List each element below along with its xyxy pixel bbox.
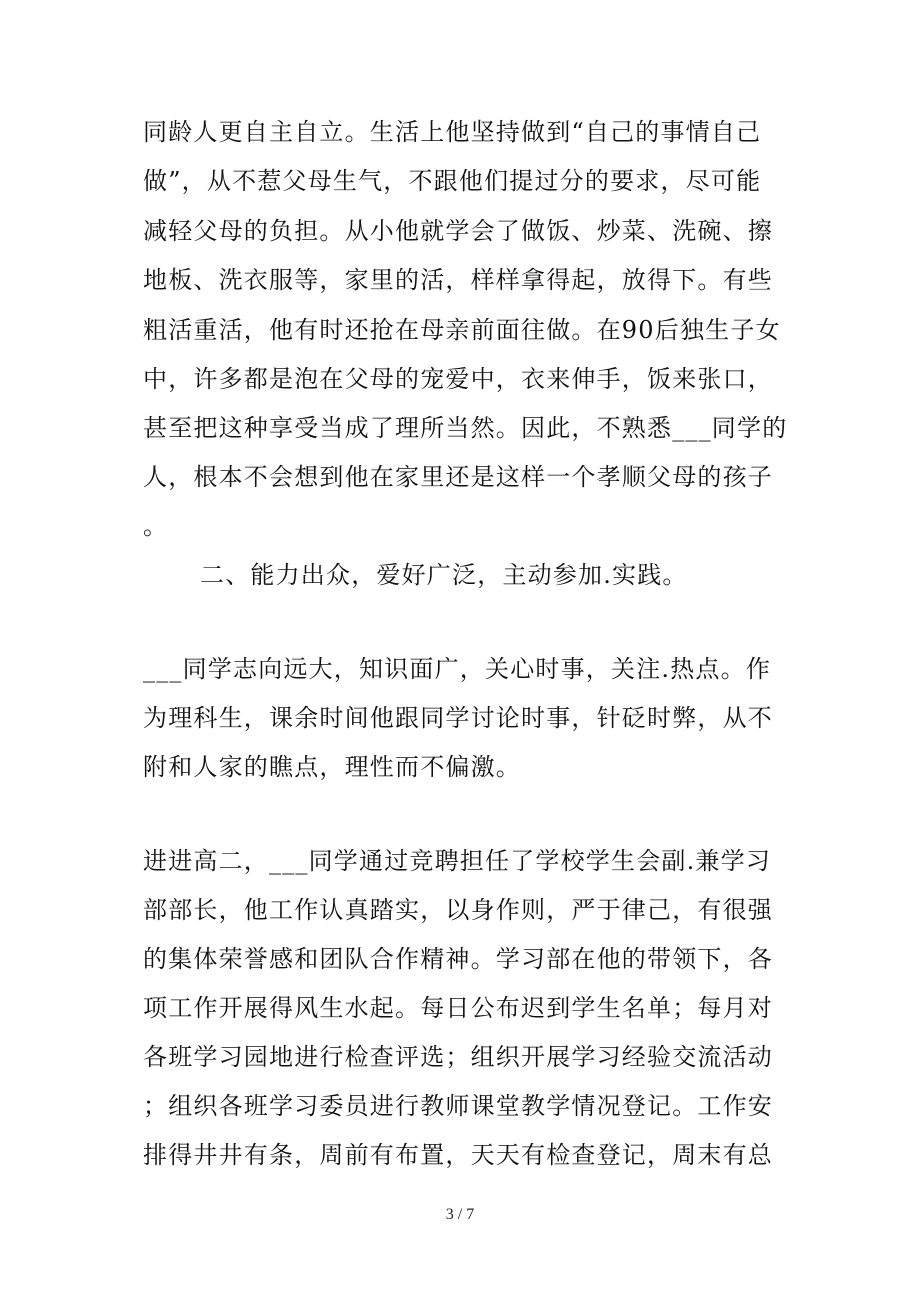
- text-line: 的集体荣誉感和团队合作精神。学习部在他的带领下，各: [143, 945, 773, 973]
- text-line: ___同学志向远大，知识面广，关心时事，关注.热点。作: [143, 655, 772, 683]
- text-line: 地板、洗衣服等，家里的活，样样拿得起，放得下。有些: [143, 266, 773, 294]
- text-line: 进进高二，___同学通过竞聘担任了学校学生会副.兼学习: [143, 847, 772, 875]
- text-line: 部部长，他工作认真踏实，以身作则，严于律己，有很强: [143, 896, 773, 924]
- text-line: 。: [143, 512, 169, 540]
- text-line: 排得井井有条，周前有布置，天天有检查登记，周末有总: [143, 1141, 773, 1169]
- text-line: 做”，从不惹父母生气，不跟他们提过分的要求，尽可能: [143, 167, 762, 195]
- section-heading: 二、能力出众，爱好广泛，主动参加.实践。: [200, 561, 688, 589]
- text-line: ；组织各班学习委员进行教师课堂教学情况登记。工作安: [143, 1092, 773, 1120]
- text-line: 人，根本不会想到他在家里还是这样一个孝顺父母的孩子: [143, 463, 773, 491]
- text-line: 甚至把这种享受当成了理所当然。因此，不熟悉___同学的: [143, 414, 788, 442]
- text-line: 减轻父母的负担。从小他就学会了做饭、炒菜、洗碗、擦: [143, 217, 773, 245]
- text-line: 同龄人更自主自立。生活上他坚持做到“自己的事情自己: [143, 118, 762, 146]
- text-line: 粗活重活，他有时还抢在母亲前面往做。在90后独生子女: [143, 316, 781, 344]
- text-line: 各班学习园地进行检查评选；组织开展学习经验交流活动: [143, 1043, 773, 1071]
- text-line: 为理科生，课余时间他跟同学讨论时事，针砭时弊，从不: [143, 704, 773, 732]
- text-line: 附和人家的瞧点，理性而不偏激。: [143, 753, 521, 781]
- text-line: 项工作开展得风生水起。每日公布迟到学生名单；每月对: [143, 994, 773, 1022]
- text-line: 中，许多都是泡在父母的宠爱中，衣来伸手，饭来张口，: [143, 365, 773, 393]
- page-number: 3 / 7: [445, 1206, 475, 1223]
